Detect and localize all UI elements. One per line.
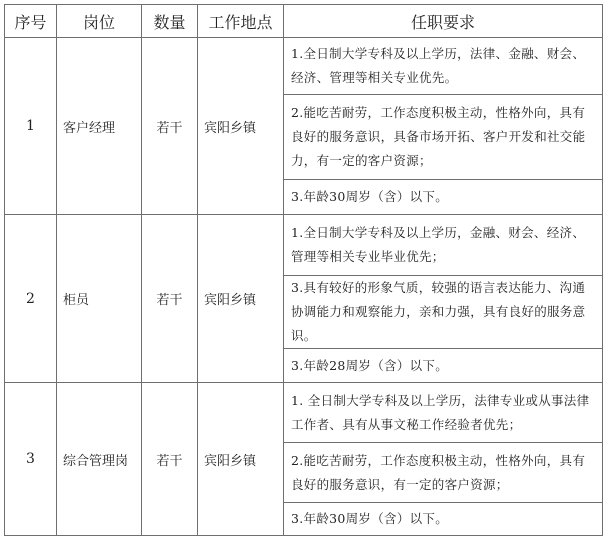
recruitment-table	[4, 4, 603, 536]
header-position: 岗位	[57, 5, 142, 38]
header-requirements: 任职要求	[284, 5, 603, 38]
position-cell: 客户经理	[57, 38, 142, 215]
row-number: 1	[5, 38, 57, 215]
header-number: 序号	[5, 5, 57, 38]
location-cell: 宾阳乡镇	[198, 215, 284, 383]
row-number: 2	[5, 215, 57, 383]
position-cell: 柜员	[57, 215, 142, 383]
count-cell: 若干	[142, 383, 198, 536]
location-cell: 宾阳乡镇	[198, 383, 284, 536]
row-number: 3	[5, 383, 57, 536]
table-row	[5, 38, 603, 95]
requirement-cell: 3.具有较好的形象气质，较强的语言表达能力、沟通协调能力和观察能力，亲和力强，具有良好的服务意识。	[284, 276, 603, 349]
table-row	[5, 215, 603, 276]
requirement-cell: 3.年龄30周岁（含）以下。	[284, 503, 603, 536]
position-cell: 综合管理岗	[57, 383, 142, 536]
header-count: 数量	[142, 5, 198, 38]
requirement-cell: 2.能吃苦耐劳，工作态度积极主动，性格外向，具有良好的服务意识，具备市场开拓、客户开发和社交能力，有一定的客户资源；	[284, 95, 603, 180]
header-row	[5, 5, 603, 38]
table-row	[5, 383, 603, 443]
requirement-cell: 3.年龄30周岁（含）以下。	[284, 180, 603, 215]
requirement-cell: 1.全日制大学专科及以上学历，金融、财会、经济、管理等相关专业毕业优先；	[284, 215, 603, 276]
requirement-cell: 1. 全日制大学专科及以上学历，法律专业或从事法律工作者、具有从事文秘工作经验者优先；	[284, 383, 603, 443]
requirement-cell: 1.全日制大学专科及以上学历，法律、金融、财会、经济、管理等相关专业优先。	[284, 38, 603, 95]
requirement-cell: 3.年龄28周岁（含）以下。	[284, 349, 603, 383]
requirement-cell: 2.能吃苦耐劳，工作态度积极主动，性格外向，具有良好的服务意识，有一定的客户资源；	[284, 443, 603, 503]
count-cell: 若干	[142, 38, 198, 215]
header-location: 工作地点	[198, 5, 284, 38]
location-cell: 宾阳乡镇	[198, 38, 284, 215]
count-cell: 若干	[142, 215, 198, 383]
